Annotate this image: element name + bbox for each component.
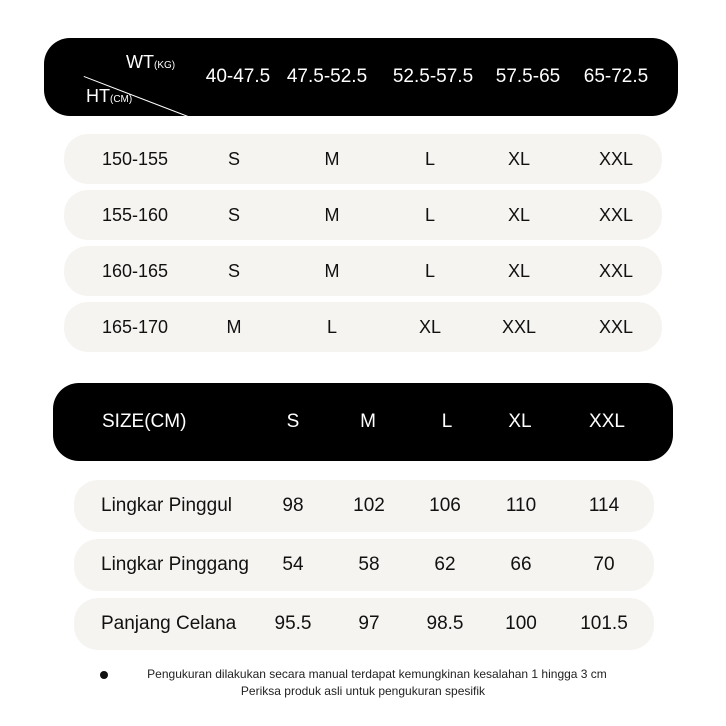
size-cell: XXL <box>598 260 634 281</box>
size-cell: XXL <box>501 316 537 337</box>
weight-column-header: 40-47.5 <box>205 66 271 87</box>
measurement-note-secondary: Periksa produk asli untuk pengukuran spesifik <box>240 684 486 698</box>
size-cell: M <box>324 148 340 169</box>
measurement-value: 95.5 <box>274 613 312 634</box>
size-cell: XL <box>507 260 531 281</box>
height-axis-label <box>86 86 132 107</box>
weight-label: WT <box>126 52 154 72</box>
size-column-header: M <box>360 411 376 432</box>
table-row <box>64 134 662 184</box>
size-cell: XXL <box>598 204 634 225</box>
measurement-value: 114 <box>588 495 620 516</box>
size-measurement-header <box>53 383 673 461</box>
weight-column-header: 47.5-52.5 <box>286 66 368 87</box>
size-cell: XL <box>507 204 531 225</box>
measurement-value: 98 <box>282 495 304 516</box>
height-range-label: 155-160 <box>101 204 169 225</box>
size-cell: L <box>424 148 435 169</box>
size-cell: XXL <box>598 316 634 337</box>
measurement-value: 54 <box>282 554 304 575</box>
size-cell: XL <box>507 148 531 169</box>
size-cell: M <box>324 260 340 281</box>
measurement-value: 66 <box>510 554 532 575</box>
measurement-value: 106 <box>429 495 461 516</box>
size-cell: L <box>424 204 435 225</box>
table-row <box>74 539 654 591</box>
measurement-value: 97 <box>358 613 380 634</box>
weight-axis-label <box>126 52 175 73</box>
measurement-value: 98.5 <box>426 613 464 634</box>
height-range-label: 150-155 <box>101 148 169 169</box>
weight-column-header: 65-72.5 <box>583 66 649 87</box>
size-column-header: XXL <box>589 411 625 432</box>
height-range-label: 165-170 <box>101 316 169 337</box>
height-label: HT <box>86 86 110 106</box>
weight-unit: (KG) <box>153 60 176 71</box>
table-row <box>74 480 654 532</box>
table-row <box>64 246 662 296</box>
weight-height-header <box>44 38 678 116</box>
measurement-value: 102 <box>353 495 385 516</box>
size-cell: S <box>227 204 240 225</box>
size-column-header: S <box>286 411 300 432</box>
size-cell: XL <box>418 316 442 337</box>
measurement-value: 62 <box>434 554 456 575</box>
size-cell: S <box>227 148 240 169</box>
size-cell: M <box>324 204 340 225</box>
measurement-note: Pengukuran dilakukan secara manual terdapat kemungkinan kesalahan 1 hingga 3 cm <box>147 667 607 681</box>
size-column-header: XL <box>508 411 532 432</box>
measurement-label: Panjang Celana <box>101 613 237 634</box>
weight-column-header: 52.5-57.5 <box>392 66 474 87</box>
size-cell: M <box>226 316 242 337</box>
table-row <box>74 598 654 650</box>
measurement-label: Lingkar Pinggul <box>101 495 232 516</box>
height-unit: (CM) <box>110 94 133 105</box>
weight-column-header: 57.5-65 <box>495 66 561 87</box>
size-cell: XXL <box>598 148 634 169</box>
height-range-label: 160-165 <box>101 260 169 281</box>
measurement-value: 100 <box>505 613 537 634</box>
size-cell: L <box>326 316 337 337</box>
measurement-value: 70 <box>593 554 615 575</box>
measurement-label: Lingkar Pinggang <box>101 554 249 575</box>
measurement-value: 58 <box>358 554 380 575</box>
measurement-value: 101.5 <box>580 613 628 634</box>
table-row <box>64 302 662 352</box>
size-cell: S <box>227 260 240 281</box>
size-column-header: L <box>441 411 453 432</box>
measurement-value: 110 <box>505 495 537 516</box>
table-row <box>64 190 662 240</box>
size-header-label: SIZE(CM) <box>102 411 187 432</box>
size-cell: L <box>424 260 435 281</box>
